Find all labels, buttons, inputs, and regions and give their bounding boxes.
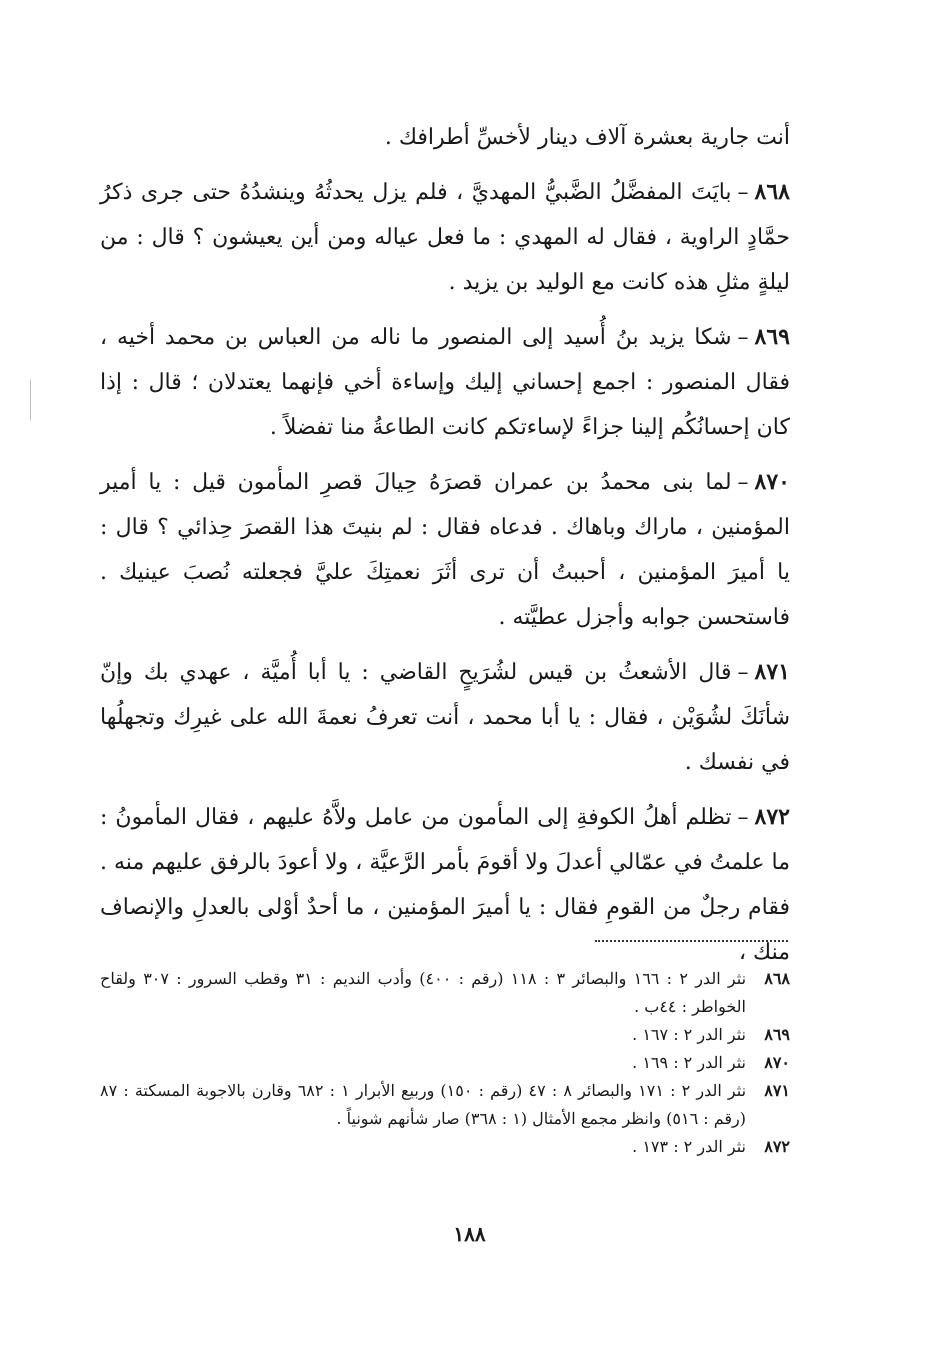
paragraph-dash: – xyxy=(737,325,749,350)
paragraph-number: ٨٧٢ xyxy=(754,804,790,830)
paragraph-868 xyxy=(100,170,790,305)
margin-mark xyxy=(30,380,33,420)
paragraph-number: ٨٧٠ xyxy=(754,469,790,495)
footnote-separator xyxy=(595,940,788,942)
footnote-number: ٨٧٢ xyxy=(764,1137,790,1156)
footnote-869 xyxy=(100,1021,790,1049)
paragraph-dash: – xyxy=(737,660,749,685)
footnote-872 xyxy=(100,1133,790,1161)
footnote-text: نثر الدر ٢ : ١٧١ والبصائر ٨ : ٤٧ (رقم : ١٥٠) وربيع الأبرار ١ : ٦٨٢ وقارن بالاجوبة المسكتة : ٨٧ (رقم : ٥١٦) وانظر مجمع الأمثال (١ : ٣٦٨) صار شأنهم شونياً . xyxy=(100,1081,747,1128)
paragraph-dash: – xyxy=(737,180,749,205)
paragraph-text: شكا يزيد بنُ أُسيد إلى المنصور ما ناله من العباس بن محمد أخيه ، فقال المنصور : اجمع إحساني إليك وإساءة أخي فإنهما يعتدلان ؛ قال : إذا كان إحسانُكُم إلينا جزاءً لإساءتكم كانت الطاعةُ منا تفضلاً . xyxy=(100,325,790,440)
footnote-871 xyxy=(100,1077,790,1133)
paragraph-dash: – xyxy=(737,470,749,495)
footnote-number: ٨٦٨ xyxy=(764,969,790,988)
footnote-text: نثر الدر ٢ : ١٦٦ والبصائر ٣ : ١١٨ (رقم : ٤٠٠) وأدب النديم : ٣١ وقطب السرور : ٣٠٧ ولقاح الخواطر : ٤٤ب . xyxy=(100,969,747,1016)
footnote-text: نثر الدر ٢ : ١٦٧ . xyxy=(632,1025,746,1044)
footnote-870 xyxy=(100,1049,790,1077)
footnote-text: نثر الدر ٢ : ١٧٣ . xyxy=(632,1137,746,1156)
footnote-868 xyxy=(100,965,790,1021)
footnotes xyxy=(100,965,790,1161)
continuation-line: أنت جارية بعشرة آلاف دينار لأخسِّ أطرافك . xyxy=(384,125,790,150)
paragraph-dash: – xyxy=(737,805,749,830)
paragraph-872 xyxy=(100,795,790,975)
paragraph-871 xyxy=(100,650,790,785)
paragraph-number: ٨٧١ xyxy=(754,659,790,685)
page-number: ١٨٨ xyxy=(453,1222,486,1246)
paragraph-number: ٨٦٩ xyxy=(754,324,790,350)
main-text xyxy=(100,115,790,985)
paragraph-text: تظلم أهلُ الكوفةِ إلى المأمون من عامل ولاَّهُ عليهم ، فقال المأمونُ : ما علمتُ في عمّالي أعدلَ ولا أقومَ بأمر الرَّعيَّة ، ولا أعودَ بالرفق عليهم منه . فقام رجلٌ من القومِ فقال : يا أميرَ المؤمنين ، ما أحدٌ أوْلى بالعدلِ والإنصاف منك ، xyxy=(100,805,790,965)
paragraph-text: لما بنى محمدُ بن عمران قصرَهُ حِيالَ قصرِ المأمون قيل : يا أمير المؤمنين ، ماراك وباهاك . فدعاه فقال : لم بنيتَ هذا القصرَ حِذائي ؟ قال : يا أميرَ المؤمنين ، أحببتُ أن ترى أثَرَ نعمتِكَ عليَّ فجعلته نُصبَ عينيك . فاستحسن جوابه وأجزل عطيَّته . xyxy=(100,470,790,630)
footnote-number: ٨٧٠ xyxy=(764,1053,790,1072)
paragraph-869 xyxy=(100,315,790,450)
footnote-number: ٨٦٩ xyxy=(764,1025,790,1044)
footnote-number: ٨٧١ xyxy=(764,1081,790,1100)
paragraph-number: ٨٦٨ xyxy=(754,179,790,205)
paragraph-text: قال الأشعثُ بن قيس لشُرَيحٍ القاضي : يا أبا أُميَّة ، عهدي بك وإنّ شأنَكَ لشُوَيْن ، فقال : يا أبا محمد ، أنت تعرفُ نعمةَ الله على غيرِك وتجهلُها في نفسك . xyxy=(100,660,790,775)
footnote-text: نثر الدر ٢ : ١٦٩ . xyxy=(632,1053,746,1072)
paragraph-text: بايَتَ المفضَّلُ الضَّبيُّ المهديَّ ، فلم يزل يحدثُهُ وينشدُهُ حتى جرى ذكرُ حمَّادٍ الراوية ، فقال له المهدي : ما فعل عياله ومن أين يعيشون ؟ قال : من ليلةٍ مثلِ هذه كانت مع الوليد بن يزيد . xyxy=(100,180,790,295)
paragraph-870 xyxy=(100,460,790,640)
